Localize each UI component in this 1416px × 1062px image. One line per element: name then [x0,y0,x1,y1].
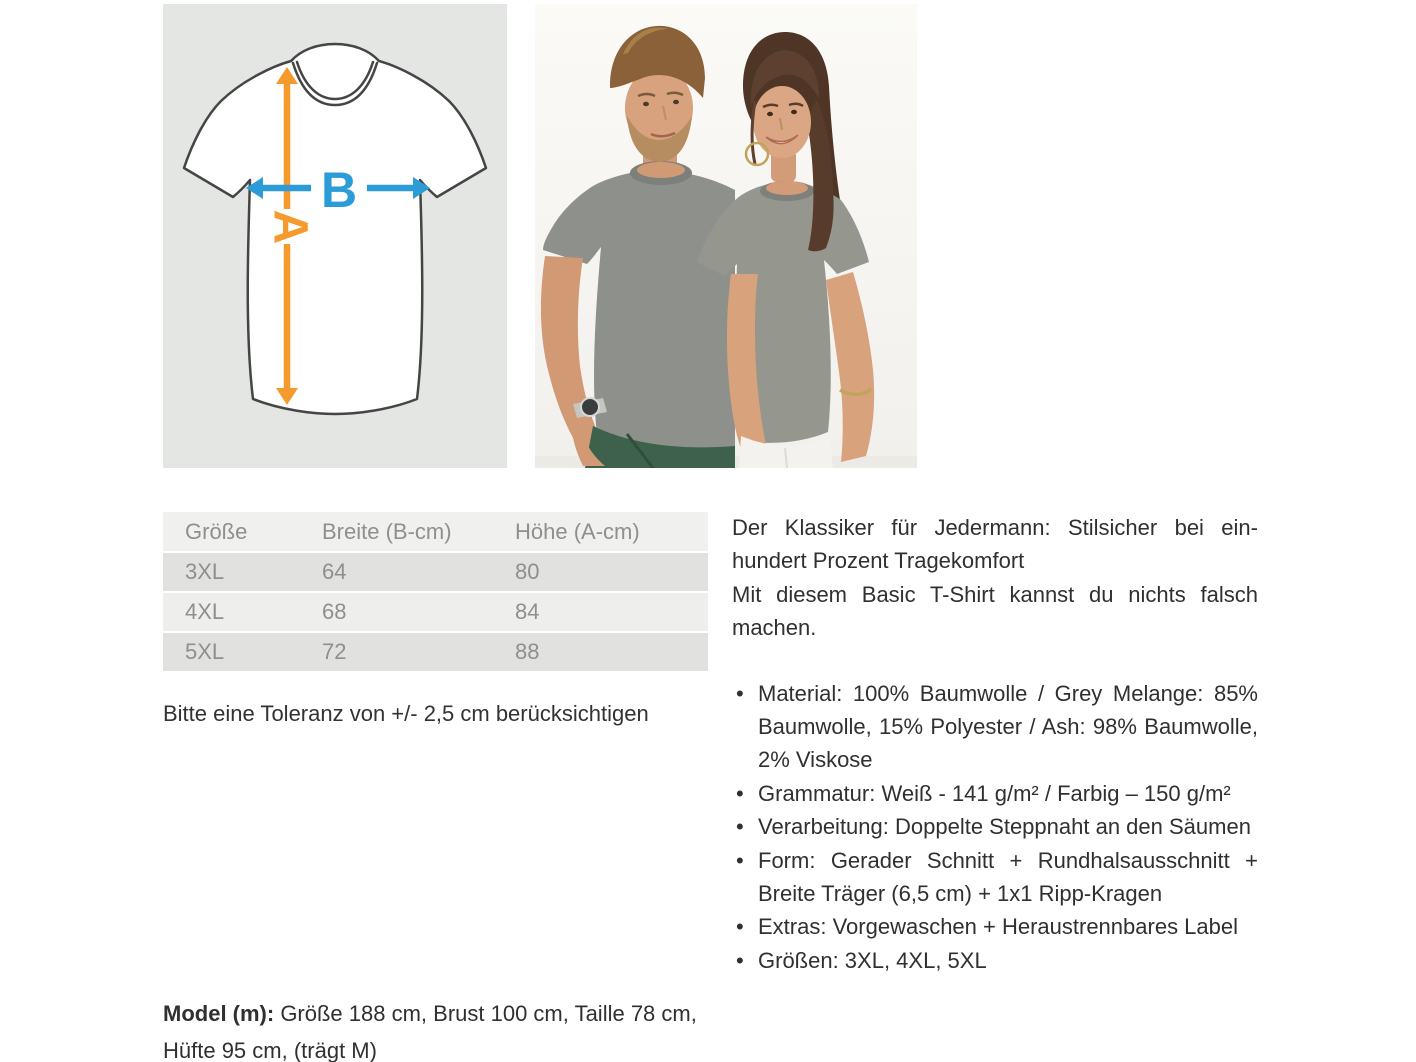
size-diagram [163,4,507,468]
table-row [163,593,708,631]
table-cell: 3XL [163,553,300,591]
bullet-dot-icon: • [736,847,744,873]
column-header: Größe [163,512,300,551]
table-cell: 80 [493,553,708,591]
tolerance-note: Bitte eine Toleranz von +/- 2,5 cm berücksichtigen [163,701,649,726]
column-header: Höhe (A-cm) [493,512,708,551]
bullet-text: Verarbeitung: Doppelte Steppnaht an den Säumen [758,814,1251,840]
bullet-dot-icon: • [736,814,744,840]
bullet-item [732,844,1258,911]
bullet-dot-icon: • [736,680,744,706]
bullet-text: Größen: 3XL, 4XL, 5XL [758,947,987,973]
model-info-details: Größe 188 cm, Brust 100 cm, Taille 78 cm, Hüfte 95 cm, (trägt M) [163,1001,697,1062]
table-cell: 84 [493,593,708,631]
description-intro [732,511,1258,578]
table-cell: 68 [300,593,493,631]
bullet-dot-icon: • [736,780,744,806]
table-cell: 5XL [163,633,300,671]
tshirt-measurement-graphic [163,4,507,468]
bullet-item [732,677,1258,777]
size-table-header-row [163,512,708,551]
table-cell: 64 [300,553,493,591]
width-arrow-label: B [320,162,358,218]
table-cell: 88 [493,633,708,671]
bullet-text: Form: Gerader Schnitt + Rundhalsausschnitt + Breite Träger (6,5 cm) + 1x1 Ripp-Kragen [758,847,1258,907]
tshirt-outline-graphic [184,44,486,414]
column-header: Breite (B-cm) [300,512,493,551]
model-info-label: Model (m): [163,1001,275,1026]
table-cell: 72 [300,633,493,671]
bullet-item [732,944,1258,977]
intro-line-2: hundert Prozent Tragekomfort [732,548,1025,574]
table-cell: 4XL [163,593,300,631]
bullet-item [732,777,1258,810]
bullet-text: Extras: Vorgewaschen + Heraustrennbares Label [758,914,1239,940]
bullet-item [732,910,1258,943]
table-row [163,553,708,591]
bullet-text: Material: 100% Baumwolle / Grey Melange: 85% Baumwolle, 15% Polyester / Ash: 98% Baumwolle, 2% Viskose [758,680,1258,773]
bullet-dot-icon: • [736,947,744,973]
table-row [163,633,708,671]
model-photo [535,4,917,468]
size-table [163,510,708,673]
model-info [163,995,715,1062]
couple-photo-illustration [535,4,917,468]
description-subintro: Mit diesem Basic T-Shirt kannst du nichts falsch machen. [732,581,1258,641]
bullet-text: Grammatur: Weiß - 141 g/m² / Farbig – 150 g/m² [758,780,1231,806]
size-table-body [163,553,708,671]
intro-line-1: Der Klassiker für Jedermann: Stilsicher bei ein- [732,515,1258,540]
bullet-item [732,810,1258,843]
bullet-dot-icon: • [736,914,744,940]
description-bullets [732,677,1258,978]
height-arrow-label: A [263,209,317,245]
product-description [732,511,1258,977]
